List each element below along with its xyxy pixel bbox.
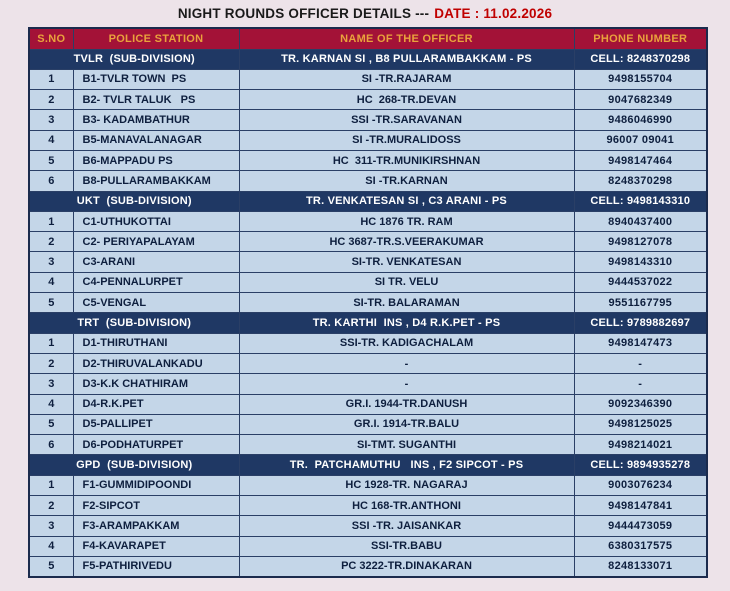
division-officer: TR. KARTHI INS , D4 R.K.PET - PS bbox=[239, 313, 574, 333]
division-cell-number: CELL: 9894935278 bbox=[574, 455, 707, 475]
cell-station: B6-MAPPADU PS bbox=[73, 150, 239, 170]
cell-station: D3-K.K CHATHIRAM bbox=[73, 374, 239, 394]
cell-sno: 1 bbox=[29, 333, 73, 353]
cell-station: C5-VENGAL bbox=[73, 293, 239, 313]
table-row bbox=[29, 69, 707, 89]
cell-sno: 5 bbox=[29, 414, 73, 434]
cell-station: D4-R.K.PET bbox=[73, 394, 239, 414]
cell-phone: 6380317575 bbox=[574, 536, 707, 556]
cell-station: F2-SIPCOT bbox=[73, 496, 239, 516]
cell-sno: 6 bbox=[29, 171, 73, 191]
table-row bbox=[29, 110, 707, 130]
cell-sno: 3 bbox=[29, 252, 73, 272]
table-row bbox=[29, 475, 707, 495]
table-row bbox=[29, 516, 707, 536]
cell-officer: SSI -TR.SARAVANAN bbox=[239, 110, 574, 130]
division-cell-number: CELL: 9789882697 bbox=[574, 313, 707, 333]
cell-sno: 5 bbox=[29, 150, 73, 170]
cell-sno: 1 bbox=[29, 211, 73, 231]
table-row bbox=[29, 150, 707, 170]
cell-phone: - bbox=[574, 374, 707, 394]
column-header-sno: S.NO bbox=[29, 28, 73, 49]
cell-phone: 9498155704 bbox=[574, 69, 707, 89]
division-officer: TR. PATCHAMUTHU INS , F2 SIPCOT - PS bbox=[239, 455, 574, 475]
cell-sno: 2 bbox=[29, 353, 73, 373]
cell-phone: 9498143310 bbox=[574, 252, 707, 272]
cell-sno: 4 bbox=[29, 130, 73, 150]
table-row bbox=[29, 130, 707, 150]
cell-officer: SI -TR.MURALIDOSS bbox=[239, 130, 574, 150]
cell-phone: 9551167795 bbox=[574, 293, 707, 313]
division-label: TRT (SUB-DIVISION) bbox=[29, 313, 239, 333]
cell-sno: 4 bbox=[29, 272, 73, 292]
cell-officer: SI -TR.KARNAN bbox=[239, 171, 574, 191]
cell-sno: 5 bbox=[29, 293, 73, 313]
table-row bbox=[29, 252, 707, 272]
cell-phone: 9498147464 bbox=[574, 150, 707, 170]
table-row bbox=[29, 374, 707, 394]
cell-phone: 96007 09041 bbox=[574, 130, 707, 150]
table-row bbox=[29, 272, 707, 292]
table-row bbox=[29, 90, 707, 110]
cell-sno: 4 bbox=[29, 536, 73, 556]
cell-sno: 2 bbox=[29, 232, 73, 252]
cell-officer: PC 3222-TR.DINAKARAN bbox=[239, 556, 574, 576]
report-title-date: DATE : 11.02.2026 bbox=[434, 6, 553, 21]
cell-officer: SI TR. VELU bbox=[239, 272, 574, 292]
cell-officer: SSI -TR. JAISANKAR bbox=[239, 516, 574, 536]
division-label: GPD (SUB-DIVISION) bbox=[29, 455, 239, 475]
cell-officer: HC 168-TR.ANTHONI bbox=[239, 496, 574, 516]
cell-station: B3- KADAMBATHUR bbox=[73, 110, 239, 130]
cell-station: C1-UTHUKOTTAI bbox=[73, 211, 239, 231]
officer-table-wrap bbox=[28, 27, 706, 578]
report-title bbox=[0, 0, 730, 27]
cell-officer: HC 1928-TR. NAGARAJ bbox=[239, 475, 574, 495]
cell-sno: 2 bbox=[29, 90, 73, 110]
table-row bbox=[29, 211, 707, 231]
cell-phone: 9498127078 bbox=[574, 232, 707, 252]
table-row bbox=[29, 293, 707, 313]
officer-table-body bbox=[29, 49, 707, 577]
cell-phone: 9092346390 bbox=[574, 394, 707, 414]
division-row bbox=[29, 313, 707, 333]
cell-officer: SI-TR. VENKATESAN bbox=[239, 252, 574, 272]
cell-station: D2-THIRUVALANKADU bbox=[73, 353, 239, 373]
cell-officer: - bbox=[239, 353, 574, 373]
table-row bbox=[29, 556, 707, 576]
cell-phone: - bbox=[574, 353, 707, 373]
column-header-phone-number: PHONE NUMBER bbox=[574, 28, 707, 49]
cell-phone: 9498147841 bbox=[574, 496, 707, 516]
cell-sno: 3 bbox=[29, 110, 73, 130]
cell-sno: 5 bbox=[29, 556, 73, 576]
division-row bbox=[29, 49, 707, 69]
cell-station: F5-PATHIRIVEDU bbox=[73, 556, 239, 576]
column-header-row bbox=[29, 28, 707, 49]
table-row bbox=[29, 414, 707, 434]
cell-officer: HC 311-TR.MUNIKIRSHNAN bbox=[239, 150, 574, 170]
division-cell-number: CELL: 9498143310 bbox=[574, 191, 707, 211]
cell-phone: 9444473059 bbox=[574, 516, 707, 536]
cell-officer: - bbox=[239, 374, 574, 394]
cell-station: F1-GUMMIDIPOONDI bbox=[73, 475, 239, 495]
cell-station: B1-TVLR TOWN PS bbox=[73, 69, 239, 89]
cell-station: C2- PERIYAPALAYAM bbox=[73, 232, 239, 252]
cell-officer: GR.I. 1914-TR.BALU bbox=[239, 414, 574, 434]
cell-phone: 8248133071 bbox=[574, 556, 707, 576]
report-title-text: NIGHT ROUNDS OFFICER DETAILS --- bbox=[177, 6, 430, 21]
cell-officer: SSI-TR.BABU bbox=[239, 536, 574, 556]
division-row bbox=[29, 455, 707, 475]
table-row bbox=[29, 171, 707, 191]
cell-phone: 9498214021 bbox=[574, 435, 707, 455]
cell-station: D1-THIRUTHANI bbox=[73, 333, 239, 353]
cell-phone: 8940437400 bbox=[574, 211, 707, 231]
cell-officer: HC 3687-TR.S.VEERAKUMAR bbox=[239, 232, 574, 252]
cell-sno: 3 bbox=[29, 374, 73, 394]
cell-phone: 9498147473 bbox=[574, 333, 707, 353]
cell-station: D6-PODHATURPET bbox=[73, 435, 239, 455]
division-row bbox=[29, 191, 707, 211]
cell-officer: SI-TR. BALARAMAN bbox=[239, 293, 574, 313]
cell-station: D5-PALLIPET bbox=[73, 414, 239, 434]
cell-phone: 9486046990 bbox=[574, 110, 707, 130]
cell-station: F4-KAVARAPET bbox=[73, 536, 239, 556]
table-row bbox=[29, 435, 707, 455]
cell-officer: SI -TR.RAJARAM bbox=[239, 69, 574, 89]
cell-station: C4-PENNALURPET bbox=[73, 272, 239, 292]
cell-station: F3-ARAMPAKKAM bbox=[73, 516, 239, 536]
cell-station: B2- TVLR TALUK PS bbox=[73, 90, 239, 110]
cell-officer: GR.I. 1944-TR.DANUSH bbox=[239, 394, 574, 414]
cell-sno: 3 bbox=[29, 516, 73, 536]
table-row bbox=[29, 536, 707, 556]
cell-sno: 1 bbox=[29, 475, 73, 495]
officer-table bbox=[28, 27, 708, 578]
table-row bbox=[29, 353, 707, 373]
column-header-officer-name: NAME OF THE OFFICER bbox=[239, 28, 574, 49]
cell-officer: SI-TMT. SUGANTHI bbox=[239, 435, 574, 455]
division-cell-number: CELL: 8248370298 bbox=[574, 49, 707, 69]
division-label: TVLR (SUB-DIVISION) bbox=[29, 49, 239, 69]
cell-sno: 4 bbox=[29, 394, 73, 414]
cell-phone: 9444537022 bbox=[574, 272, 707, 292]
cell-sno: 6 bbox=[29, 435, 73, 455]
table-row bbox=[29, 394, 707, 414]
division-officer: TR. VENKATESAN SI , C3 ARANI - PS bbox=[239, 191, 574, 211]
cell-phone: 9003076234 bbox=[574, 475, 707, 495]
table-row bbox=[29, 333, 707, 353]
cell-phone: 8248370298 bbox=[574, 171, 707, 191]
cell-sno: 1 bbox=[29, 69, 73, 89]
division-officer: TR. KARNAN SI , B8 PULLARAMBAKKAM - PS bbox=[239, 49, 574, 69]
cell-station: B8-PULLARAMBAKKAM bbox=[73, 171, 239, 191]
table-row bbox=[29, 496, 707, 516]
cell-officer: SSI-TR. KADIGACHALAM bbox=[239, 333, 574, 353]
cell-officer: HC 268-TR.DEVAN bbox=[239, 90, 574, 110]
table-row bbox=[29, 232, 707, 252]
column-header-police-station: POLICE STATION bbox=[73, 28, 239, 49]
cell-phone: 9498125025 bbox=[574, 414, 707, 434]
cell-sno: 2 bbox=[29, 496, 73, 516]
cell-station: C3-ARANI bbox=[73, 252, 239, 272]
division-label: UKT (SUB-DIVISION) bbox=[29, 191, 239, 211]
cell-station: B5-MANAVALANAGAR bbox=[73, 130, 239, 150]
cell-officer: HC 1876 TR. RAM bbox=[239, 211, 574, 231]
cell-phone: 9047682349 bbox=[574, 90, 707, 110]
